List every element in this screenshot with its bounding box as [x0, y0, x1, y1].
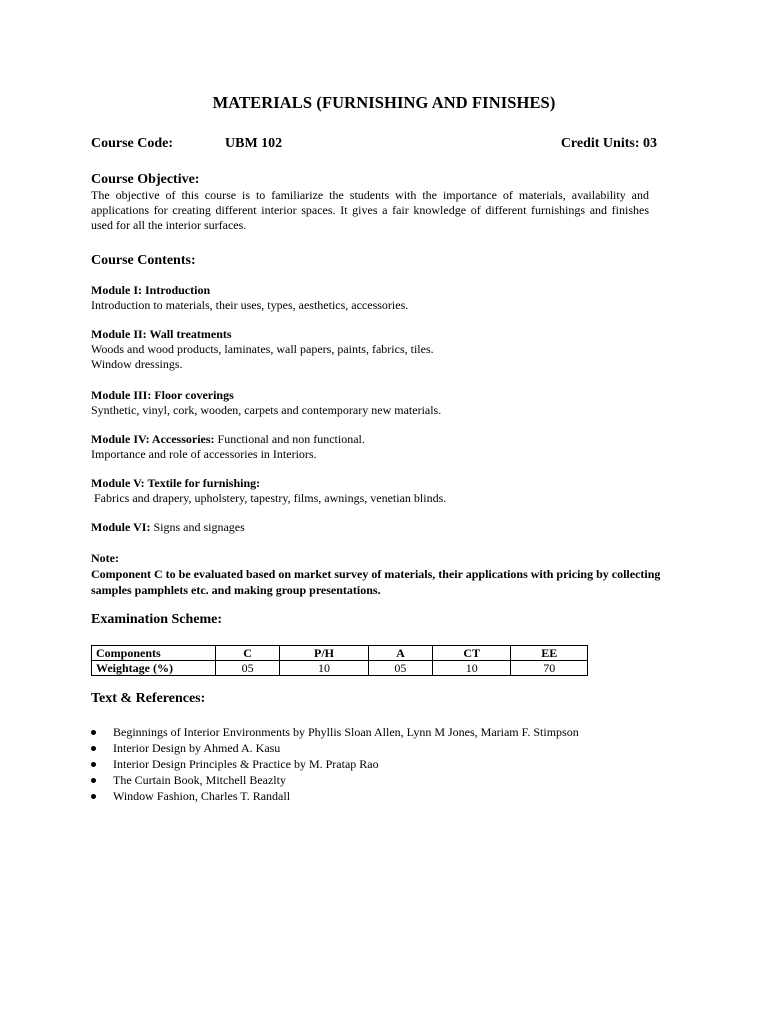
table-row: [92, 661, 588, 676]
references-heading: Text & References:: [91, 691, 206, 706]
module-3: [91, 388, 691, 418]
module-line: Synthetic, vinyl, cork, wooden, carpets and contemporary new materials.: [91, 403, 442, 417]
list-item: Beginnings of Interior Environments by Phyllis Sloan Allen, Lynn M Jones, Mariam F. Stimpson: [91, 724, 579, 740]
table-cell: P/H: [280, 646, 369, 661]
table-cell: C: [216, 646, 280, 661]
module-title: Module VI:: [91, 520, 151, 534]
exam-table: [91, 645, 588, 676]
contents-heading: Course Contents:: [91, 253, 196, 268]
course-code-value: UBM 102: [225, 136, 283, 151]
module-title: Module II: Wall treatments: [91, 327, 232, 341]
table-cell: 10: [433, 661, 511, 676]
course-code-row: [91, 136, 657, 154]
module-line: Woods and wood products, laminates, wall papers, paints, fabrics, tiles.: [91, 342, 434, 356]
module-title: Module I: Introduction: [91, 283, 211, 297]
table-cell: 70: [511, 661, 588, 676]
list-item: Interior Design by Ahmed A. Kasu: [91, 740, 579, 756]
module-inline-text: Signs and signages: [150, 520, 245, 534]
list-item: Window Fashion, Charles T. Randall: [91, 788, 579, 804]
table-cell: 05: [216, 661, 280, 676]
module-4: [91, 432, 691, 462]
module-2: [91, 327, 691, 372]
note-label: Note:: [91, 551, 119, 565]
objective-text: The objective of this course is to familiarize the students with the importance of materials, availability and applications for creating different interior spaces. It gives a fair knowledge of different furnishings and finishes used for all the interior surfaces.: [91, 188, 649, 232]
module-line: Window dressings.: [91, 357, 183, 371]
table-cell: CT: [433, 646, 511, 661]
credit-units: Credit Units: 03: [560, 136, 657, 151]
list-item: The Curtain Book, Mitchell Beazlty: [91, 772, 579, 788]
page-title: MATERIALS (FURNISHING AND FINISHES): [212, 93, 556, 112]
table-row: [92, 646, 588, 661]
note-text: Component C to be evaluated based on market survey of materials, their applications with pricing by collecting samples pamphlets etc. and making group presentations.: [91, 567, 661, 597]
module-title: Module IV: Accessories:: [91, 432, 215, 446]
module-line: Introduction to materials, their uses, types, aesthetics, accessories.: [91, 298, 409, 312]
note-block: [91, 550, 691, 598]
table-cell: Components: [92, 646, 216, 661]
module-line: Fabrics and drapery, upholstery, tapestry, films, awnings, venetian blinds.: [91, 491, 447, 505]
module-6: [91, 520, 691, 535]
module-title: Module III: Floor coverings: [91, 388, 234, 402]
list-item: Interior Design Principles & Practice by M. Pratap Rao: [91, 756, 579, 772]
table-cell: A: [368, 646, 432, 661]
module-line: Importance and role of accessories in Interiors.: [91, 447, 317, 461]
exam-heading: Examination Scheme:: [91, 612, 223, 627]
module-inline-text: Functional and non functional.: [214, 432, 365, 446]
table-cell: 10: [280, 661, 369, 676]
module-title: Module V: Textile for furnishing:: [91, 476, 261, 490]
module-5: [91, 476, 691, 506]
module-1: [91, 283, 691, 313]
table-cell: Weightage (%): [92, 661, 216, 676]
objective-heading: Course Objective:: [91, 172, 200, 187]
table-cell: EE: [511, 646, 588, 661]
table-cell: 05: [368, 661, 432, 676]
references-list: [91, 724, 579, 804]
course-code-label: Course Code:: [91, 136, 174, 151]
